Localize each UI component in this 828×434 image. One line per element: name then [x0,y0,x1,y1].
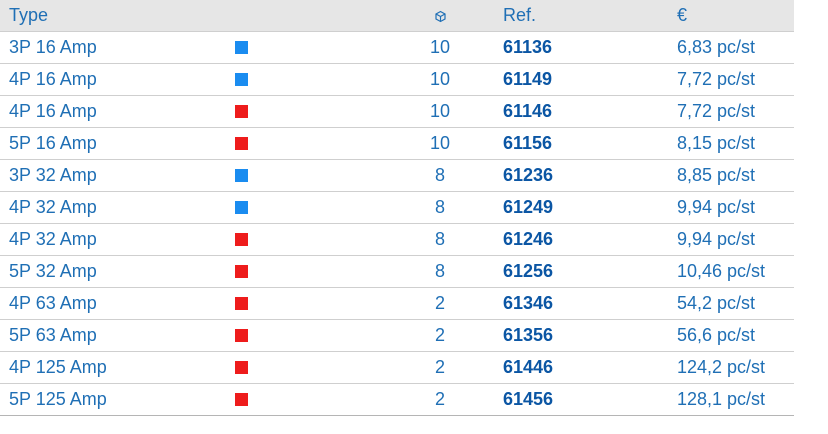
color-swatch [235,137,248,150]
price-cell: 7,72 pc/st [677,101,756,121]
ref-cell: 61356 [503,325,554,345]
ref-cell: 61136 [503,37,553,57]
table-row [0,384,794,416]
table-row [0,64,794,96]
type-cell: 4P 16 Amp [9,101,97,121]
color-swatch [235,169,248,182]
ref-cell: 61456 [503,389,554,409]
price-cell: 56,6 pc/st [677,325,756,345]
ref-cell: 61346 [503,293,554,313]
ref-cell: 61156 [503,133,553,153]
table-row [0,224,794,256]
qty-cell: 8 [434,165,445,185]
color-swatch-square [235,137,248,150]
ref-cell: 61246 [503,229,554,249]
type-cell: 5P 125 Amp [9,389,107,409]
color-swatch [235,393,248,406]
color-swatch-square [235,105,248,118]
ref-cell: 61446 [503,357,554,377]
price-cell: 9,94 pc/st [677,197,756,217]
ref-cell: 61149 [503,69,553,89]
type-cell: 3P 16 Amp [9,37,97,57]
color-swatch-square [235,41,248,54]
type-cell: 4P 32 Amp [9,229,97,249]
type-cell: 5P 16 Amp [9,133,97,153]
price-cell: 6,83 pc/st [677,37,756,57]
qty-cell: 10 [429,69,451,89]
qty-cell: 2 [434,293,445,313]
type-cell: 5P 32 Amp [9,261,97,281]
box-pack-icon [410,0,470,31]
type-cell: 4P 32 Amp [9,197,97,217]
type-cell: 3P 32 Amp [9,165,97,185]
qty-cell: 8 [434,261,445,281]
table-row [0,288,794,320]
ref-cell: 61249 [503,197,554,217]
header-price: € [677,5,688,25]
price-cell: 10,46 pc/st [677,261,766,281]
type-cell: 4P 63 Amp [9,293,97,313]
price-cell: 124,2 pc/st [677,357,766,377]
table-row [0,352,794,384]
color-swatch-square [235,169,248,182]
color-swatch [235,329,248,342]
table-row [0,160,794,192]
color-swatch-square [235,329,248,342]
table-row [0,320,794,352]
color-swatch [235,201,248,214]
qty-cell: 10 [429,133,451,153]
qty-cell: 2 [434,325,445,345]
color-swatch [235,361,248,374]
table-row [0,32,794,64]
table-row [0,96,794,128]
color-swatch [235,73,248,86]
qty-cell: 2 [434,389,445,409]
price-cell: 7,72 pc/st [677,69,756,89]
color-swatch [235,265,248,278]
color-swatch-square [235,361,248,374]
color-swatch-square [235,297,248,310]
color-swatch [235,41,248,54]
color-swatch-square [235,201,248,214]
price-cell: 8,85 pc/st [677,165,756,185]
table-row [0,128,794,160]
ref-cell: 61256 [503,261,554,281]
table-header [0,0,794,32]
type-cell: 4P 16 Amp [9,69,97,89]
price-cell: 9,94 pc/st [677,229,756,249]
price-cell: 54,2 pc/st [677,293,756,313]
color-swatch-square [235,233,248,246]
qty-cell: 10 [429,101,451,121]
color-swatch [235,105,248,118]
table-row [0,256,794,288]
header-ref: Ref. [503,5,537,25]
ref-cell: 61146 [503,101,553,121]
qty-cell: 8 [434,197,445,217]
color-swatch-square [235,393,248,406]
color-swatch [235,297,248,310]
color-swatch-square [235,73,248,86]
color-swatch [235,233,248,246]
qty-cell: 8 [434,229,445,249]
type-cell: 4P 125 Amp [9,357,107,377]
ref-cell: 61236 [503,165,554,185]
qty-cell: 10 [429,37,451,57]
price-cell: 128,1 pc/st [677,389,766,409]
price-cell: 8,15 pc/st [677,133,756,153]
color-swatch-square [235,265,248,278]
header-type: Type [9,5,49,25]
qty-cell: 2 [434,357,445,377]
table-row [0,192,794,224]
type-cell: 5P 63 Amp [9,325,97,345]
